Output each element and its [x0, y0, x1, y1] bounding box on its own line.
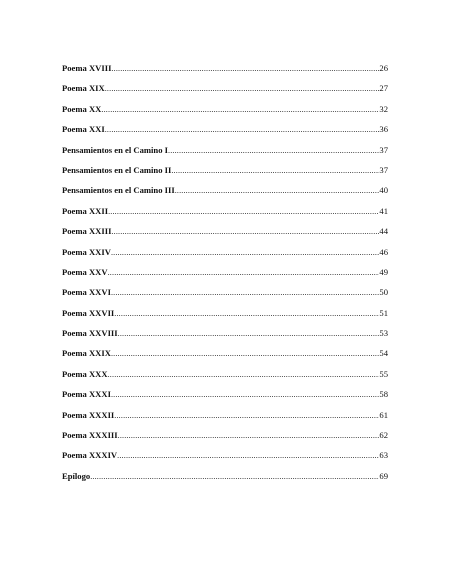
toc-entry-title: Poema XXI — [62, 124, 105, 135]
toc-entry-title: Poema XXXI — [62, 389, 111, 400]
toc-entry[interactable] — [62, 429, 388, 449]
toc-entry-page: 40 — [379, 185, 388, 196]
toc-entry-page: 63 — [379, 450, 388, 461]
toc-dot-leader — [101, 104, 379, 116]
toc-entry[interactable] — [62, 62, 388, 82]
toc-entry[interactable] — [62, 205, 388, 225]
toc-entry[interactable] — [62, 307, 388, 327]
toc-entry[interactable] — [62, 409, 388, 429]
toc-entry[interactable] — [62, 470, 388, 490]
toc-entry-page: 49 — [379, 266, 388, 277]
toc-dot-leader — [111, 226, 379, 238]
toc-entry-page: 37 — [379, 144, 388, 155]
toc-entry-title: Pensamientos en el Camino I — [62, 144, 168, 155]
toc-entry-page: 32 — [379, 103, 388, 114]
toc-entry-page: 53 — [379, 328, 388, 339]
toc-entry-title: Poema XVIII — [62, 63, 112, 73]
toc-dot-leader — [105, 83, 380, 95]
toc-dot-leader — [117, 450, 379, 462]
toc-entry-page: 50 — [379, 287, 388, 298]
toc-entry-page: 51 — [379, 307, 388, 318]
toc-dot-leader — [175, 185, 380, 197]
toc-entry-page: 41 — [379, 205, 388, 216]
toc-dot-leader — [118, 328, 380, 340]
toc-dot-leader — [111, 348, 379, 360]
toc-entry[interactable] — [62, 246, 388, 266]
toc-entry-title: Poema XXXIII — [62, 430, 118, 441]
toc-entry-title: Poema XXVII — [62, 307, 115, 318]
toc-entry[interactable] — [62, 327, 388, 347]
toc-entry[interactable] — [62, 82, 388, 102]
toc-entry[interactable] — [62, 347, 388, 367]
toc-entry[interactable] — [62, 123, 388, 143]
toc-dot-leader — [114, 308, 379, 320]
toc-entry-title: Poema XXIII — [62, 226, 112, 237]
toc-entry[interactable] — [62, 368, 388, 388]
toc-entry-title: Poema XXX — [62, 368, 108, 379]
toc-entry-title: Poema XXV — [62, 266, 108, 277]
toc-entry-page: 37 — [379, 164, 388, 175]
toc-entry-page: 61 — [379, 409, 388, 420]
toc-dot-leader — [108, 369, 380, 381]
toc-entry-page: 46 — [379, 246, 388, 257]
toc-entry-title: Epílogo — [62, 470, 91, 481]
toc-entry[interactable] — [62, 103, 388, 123]
toc-entry-page: 69 — [379, 470, 388, 481]
toc-entry[interactable] — [62, 144, 388, 164]
toc-entry-title: Poema XX — [62, 103, 102, 114]
toc-entry-title: Pensamientos en el Camino II — [62, 164, 172, 175]
toc-entry-page: 26 — [379, 63, 388, 73]
toc-dot-leader — [108, 206, 379, 218]
toc-entry-page: 58 — [379, 389, 388, 400]
toc-dot-leader — [108, 267, 380, 279]
toc-entry-title: Poema XXVI — [62, 287, 111, 298]
toc-entry-title: Poema XXXII — [62, 409, 115, 420]
toc-entry-title: Poema XXIV — [62, 246, 111, 257]
toc-dot-leader — [111, 247, 379, 259]
toc-dot-leader — [111, 389, 379, 401]
toc-entry[interactable] — [62, 184, 388, 204]
toc-entry-title: Pensamientos en el Camino III — [62, 185, 175, 196]
toc-entry-page: 54 — [379, 348, 388, 359]
toc-entry-title: Poema XXVIII — [62, 328, 118, 339]
toc-entry-page: 55 — [379, 368, 388, 379]
toc-entry-title: Poema XXII — [62, 205, 109, 216]
toc-dot-leader — [111, 287, 379, 299]
toc-entry[interactable] — [62, 266, 388, 286]
toc-entry[interactable] — [62, 388, 388, 408]
toc-entry-page: 62 — [379, 430, 388, 441]
toc-dot-leader — [171, 165, 379, 177]
toc-dot-leader — [111, 63, 379, 75]
toc-dot-leader — [105, 124, 380, 136]
toc-entry-page: 44 — [379, 226, 388, 237]
toc-dot-leader — [118, 430, 380, 442]
toc-dot-leader — [114, 410, 379, 422]
toc-entry-page: 27 — [379, 83, 388, 94]
toc-entry-title: Poema XIX — [62, 83, 105, 94]
toc-entry[interactable] — [62, 286, 388, 306]
toc-entry-title: Poema XXIX — [62, 348, 111, 359]
toc-entry[interactable] — [62, 449, 388, 469]
toc-entry-title: Poema XXXIV — [62, 450, 118, 461]
toc-entry[interactable] — [62, 225, 388, 245]
toc-entry-page: 36 — [379, 124, 388, 135]
toc-entry[interactable] — [62, 164, 388, 184]
toc-dot-leader — [168, 145, 379, 157]
table-of-contents — [62, 62, 388, 490]
toc-dot-leader — [90, 471, 379, 483]
